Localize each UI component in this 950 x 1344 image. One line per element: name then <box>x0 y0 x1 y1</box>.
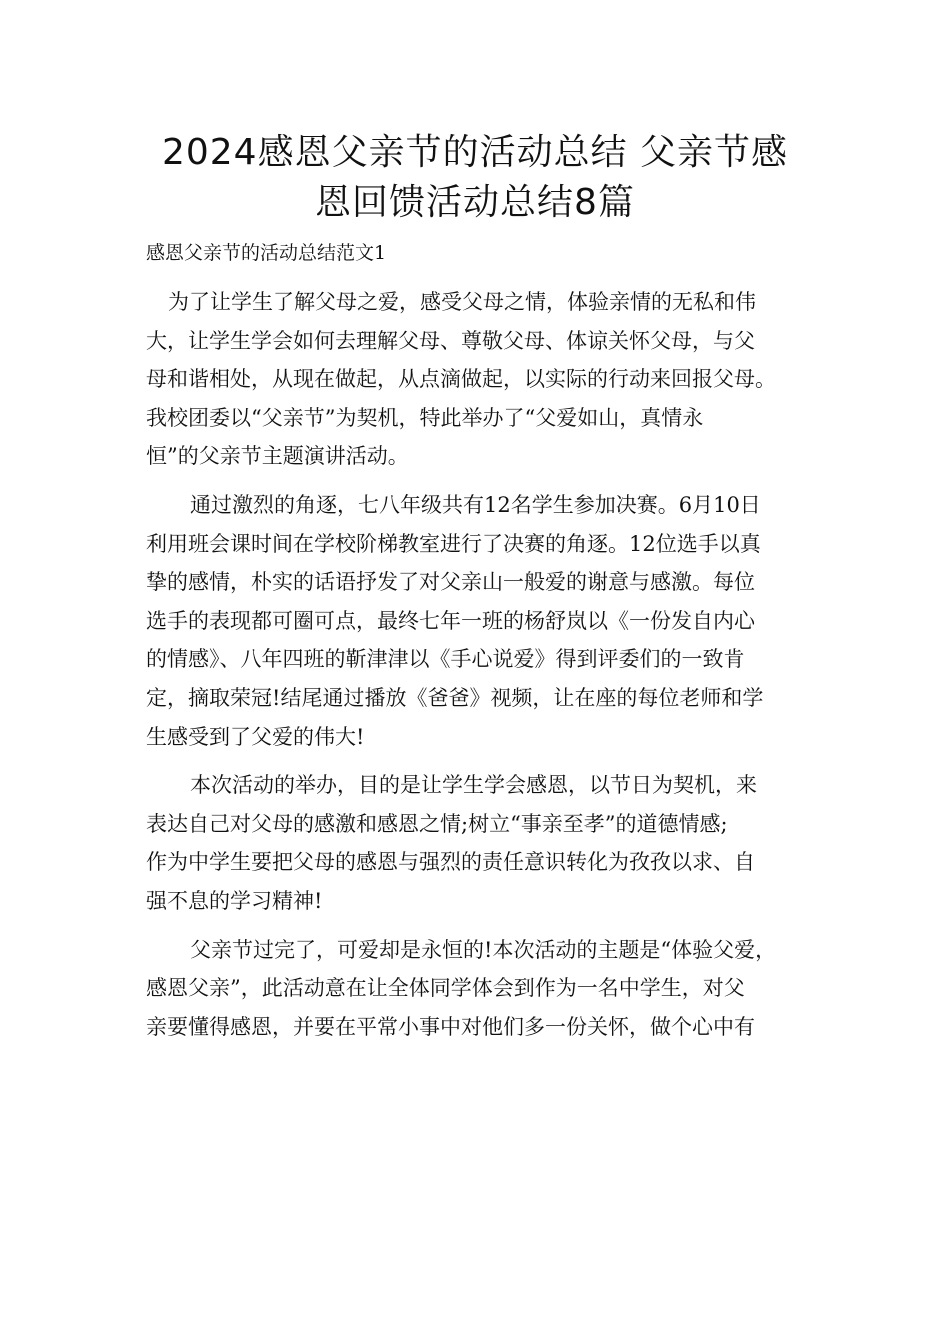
paragraph-line: 定，摘取荣冠!结尾通过播放《爸爸》视频，让在座的每位老师和学 <box>146 685 764 710</box>
paragraph-line: 本次活动的举办，目的是让学生学会感恩，以节日为契机，来 <box>190 773 757 798</box>
paragraph-line: 强不息的学习精神! <box>146 888 323 913</box>
paragraph-3 <box>146 766 826 920</box>
paragraph-line: 感恩父亲”，此活动意在让全体同学体会到作为一名中学生，对父 <box>146 976 745 1001</box>
paragraph-line: 利用班会课时间在学校阶梯教室进行了决赛的角逐。12位选手以真 <box>146 531 761 556</box>
title-line-2: 恩回馈活动总结8篇 <box>315 182 635 223</box>
paragraph-line: 父亲节过完了，可爱却是永恒的!本次活动的主题是“体验父爱， <box>190 937 777 962</box>
paragraph-line: 表达自己对父母的感激和感恩之情;树立“事亲至孝”的道德情感; <box>146 811 728 836</box>
title-line-1: 2024感恩父亲节的活动总结 父亲节感 <box>161 132 789 173</box>
paragraph-line: 恒”的父亲节主题演讲活动。 <box>146 444 409 469</box>
paragraph-line: 亲要懂得感恩，并要在平常小事中对他们多一份关怀，做个心中有 <box>146 1014 755 1039</box>
paragraph-line: 作为中学生要把父母的感恩与强烈的责任意识转化为孜孜以求、自 <box>146 850 755 875</box>
paragraph-line: 通过激烈的角逐，七八年级共有12名学生参加决赛。6月10日 <box>190 492 761 517</box>
paragraph-line: 生感受到了父爱的伟大! <box>146 724 365 749</box>
paragraph-line: 挚的感情，朴实的话语抒发了对父亲山一般爱的谢意与感激。每位 <box>146 570 755 595</box>
paragraph-2 <box>146 486 826 756</box>
section-heading: 感恩父亲节的活动总结范文1 <box>146 242 387 264</box>
paragraph-line: 我校团委以“父亲节”为契机，特此举办了“父爱如山，真情永 <box>146 405 704 430</box>
paragraph-1 <box>146 283 826 476</box>
paragraph-4 <box>146 931 826 1047</box>
paragraph-line: 选手的表现都可圈可点，最终七年一班的杨舒岚以《一份发自内心 <box>146 608 755 633</box>
document-title <box>140 128 810 228</box>
paragraph-line: 的情感》、八年四班的靳津津以《手心说爱》得到评委们的一致肯 <box>146 647 745 672</box>
paragraph-line: 大，让学生学会如何去理解父母、尊敬父母、体谅关怀父母，与父 <box>146 328 755 353</box>
paragraph-line: 母和谐相处，从现在做起，从点滴做起，以实际的行动来回报父母。 <box>146 367 776 392</box>
document-body <box>146 283 826 1046</box>
paragraph-line: 为了让学生了解父母之爱，感受父母之情，体验亲情的无私和伟 <box>168 290 756 314</box>
